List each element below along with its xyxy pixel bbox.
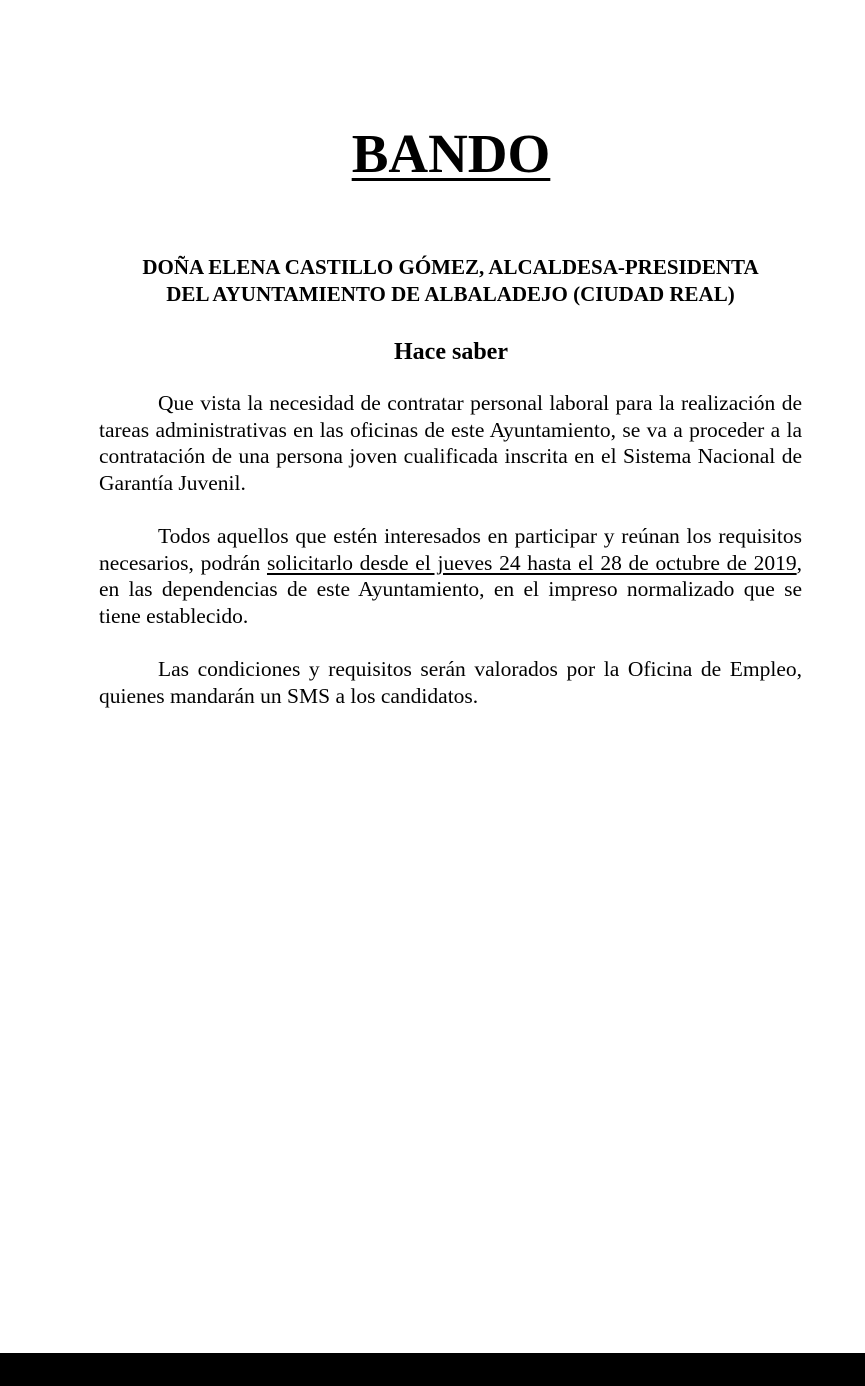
- bottom-black-bar: [0, 1353, 865, 1386]
- application-period-underlined: solicitarlo desde el jueves 24 hasta el 28 de octubre de 2019: [266, 550, 797, 575]
- subheading: Hace saber: [394, 339, 508, 365]
- authority-heading: [99, 254, 802, 308]
- paragraph-3: Las condiciones y requisitos serán valorados por la Oficina de Empleo, quienes mandarán un SMS a los candidatos.: [99, 657, 802, 708]
- paragraph-2-text-after: , en las dependencias de este Ayuntamiento, en el impreso normalizado que se tiene establecido.: [99, 550, 802, 628]
- paragraph-2-text-before: Todos aquellos que estén interesados en participar y reúnan los requisitos necesarios, podrán: [99, 524, 802, 575]
- paragraph-2: [99, 523, 802, 629]
- authority-line-1: DOÑA ELENA CASTILLO GÓMEZ, ALCALDESA-PRESIDENTA: [142, 255, 759, 279]
- document-title: BANDO: [351, 123, 551, 184]
- authority-line-2: DEL AYUNTAMIENTO DE ALBALADEJO (CIUDAD REAL): [166, 282, 735, 306]
- paragraph-1: Que vista la necesidad de contratar personal laboral para la realización de tareas administrativas en las oficinas de este Ayuntamiento, se va a proceder a la contratación de una persona joven cualificada inscrita en el Sistema Nacional de Garantía Juvenil.: [99, 391, 802, 495]
